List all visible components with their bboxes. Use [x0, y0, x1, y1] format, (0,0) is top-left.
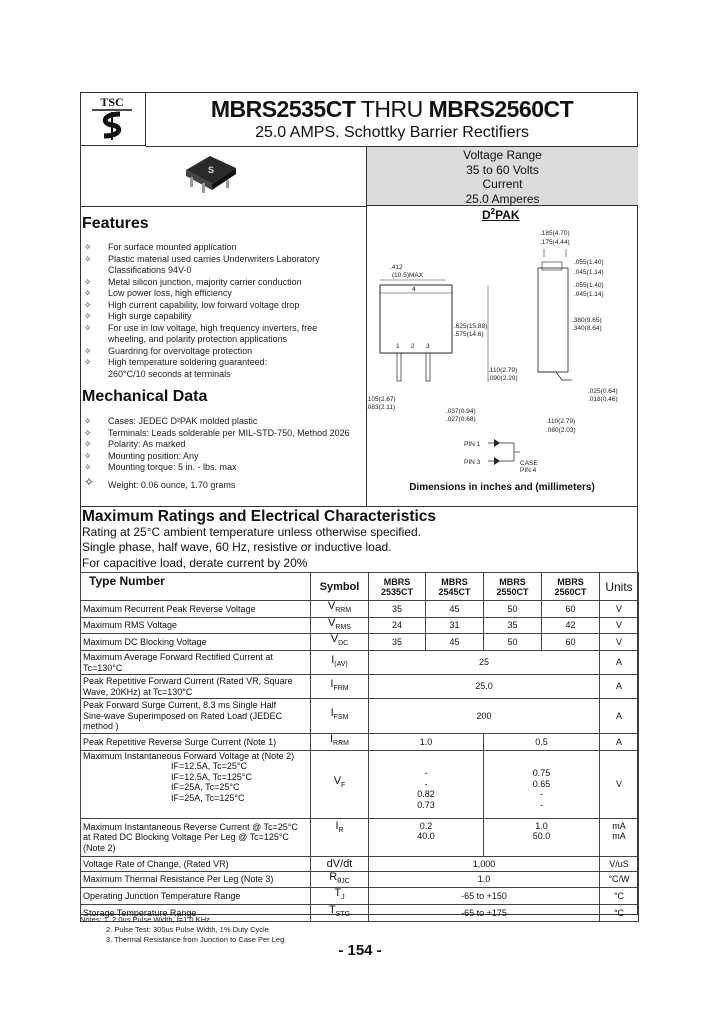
ratings-heading: Maximum Ratings and Electrical Characteristics: [82, 508, 437, 525]
svg-text:PIN 4: PIN 4: [520, 467, 537, 474]
svg-text:.083(2.11): .083(2.11): [366, 404, 396, 411]
svg-text:PIN 3: PIN 3: [464, 459, 481, 466]
features-top-divider: [80, 206, 366, 207]
package-label: $D^2PAK$: [482, 207, 520, 222]
diode-symbol: [494, 457, 500, 465]
table-row: Maximum Instantaneous Reverse Current @ Tc=25°C at Rated DC Blocking Voltage Per Leg @ Tc=125°C (Note 2) $I_R$ 0.2 40.0 1.0 50.0 mA mA: [81, 818, 639, 856]
mechanical-item: ✧ Terminals: Leads solderable per MIL-STD-750, Method 2026: [84, 427, 350, 438]
feature-item: ✧ High current capability, low forward voltage drop: [84, 299, 300, 310]
svg-text:.055(1.40): .055(1.40): [574, 259, 604, 266]
units-header: Units: [600, 573, 639, 601]
features-list: [84, 242, 320, 380]
ratings-line2: Single phase, half wave, 60 Hz, resistive or inductive load.: [82, 540, 392, 555]
feature-item-continued: Classifications 94V-0: [108, 265, 192, 275]
model-header: MBRS 2550CT: [484, 573, 542, 601]
note-3: 3. Thermal Resistance from Junction to Case Per Leg: [106, 935, 285, 944]
mechanical-item: ✧ Mounting torque: 5 in. - lbs. max: [84, 462, 237, 472]
dimensions-caption: Dimensions in inches and (millimeters): [409, 482, 595, 493]
svg-text:.045(1.14): .045(1.14): [574, 269, 604, 276]
svg-text:.575(14.6): .575(14.6): [454, 331, 484, 338]
feature-item-continued: 260°C/10 seconds at terminals: [108, 368, 231, 379]
diamond-bullet-icon: ✧: [84, 439, 92, 449]
ratings-line1: Rating at 25°C ambient temperature unless otherwise specified.: [82, 525, 421, 539]
table-row: Maximum Average Forward Rectified Current at Tc=130°C $I_{(AV)}$ 25 A: [81, 651, 639, 675]
svg-text:.175(4.44): .175(4.44): [540, 239, 570, 246]
table-row: Peak Forward Surge Current, 8.3 ms Single Half Sine-wave Superimposed on Rated Load (JEDEC method ) $I_{FSM}$ 200 A: [81, 699, 639, 734]
diode-symbol: [494, 439, 500, 447]
diamond-bullet-icon: ✧: [84, 474, 95, 489]
diamond-bullet-icon: ✧: [84, 311, 92, 321]
vr-line3: Current: [482, 177, 523, 191]
feature-item: ✧ Plastic material used carries Underwriters Laboratory: [84, 253, 320, 264]
table-header-row: [81, 573, 639, 601]
svg-text:.110(2.79): .110(2.79): [488, 367, 518, 374]
svg-text:PIN 1: PIN 1: [464, 441, 481, 448]
table-row: Maximum Recurrent Peak Reverse Voltage $V_{RRM}$ 35 45 50 60 V: [81, 601, 639, 618]
svg-text:4: 4: [412, 286, 416, 293]
diamond-bullet-icon: ✧: [84, 299, 92, 310]
model-header: MBRS 2545CT: [426, 573, 484, 601]
svg-text:.105(2.67): .105(2.67): [366, 396, 396, 403]
features-heading: Features: [82, 215, 149, 232]
ratings-table: [80, 572, 639, 922]
diamond-bullet-icon: ✧: [84, 276, 92, 287]
voltage-range-box: [366, 147, 638, 206]
tsc-logo: [80, 92, 144, 144]
mechanical-heading: Mechanical Data: [82, 388, 208, 405]
diamond-bullet-icon: ✧: [84, 427, 92, 438]
svg-text:.027(0.68): .027(0.68): [446, 416, 476, 423]
title-part3: MBRS2560CT: [428, 96, 574, 122]
package-dimension-drawing: [366, 222, 638, 482]
diamond-bullet-icon: ✧: [84, 242, 92, 252]
diamond-bullet-icon: ✧: [84, 345, 92, 356]
diamond-bullet-icon: ✧: [84, 253, 92, 264]
page-title: [146, 96, 638, 123]
diamond-bullet-icon: ✧: [84, 288, 92, 298]
feature-item: ✧ For use in low voltage, high frequency inverters, free: [84, 322, 318, 333]
svg-text:1: 1: [396, 343, 400, 350]
logo-box: [80, 92, 146, 146]
svg-text:CASE: CASE: [520, 460, 538, 467]
svg-text:.110(2.79): .110(2.79): [546, 418, 576, 425]
table-row: Maximum RMS Voltage $V_{RMS}$ 24 31 35 42 V: [81, 617, 639, 634]
feature-item: ✧ Low power loss, high efficiency: [84, 288, 232, 298]
vr-line2: 35 to 60 Volts: [466, 162, 539, 177]
mechanical-item: ✧ Mounting position: Any: [84, 450, 199, 461]
feature-item: ✧ High temperature soldering guaranteed:: [84, 357, 268, 367]
table-row: Storage Temperature Range $T_{STG}$ -65 to +175 °C: [81, 905, 639, 922]
svg-text:.380(9.65): .380(9.65): [572, 317, 602, 324]
table-row: Maximum DC Blocking Voltage $V_{DC}$ 35 45 50 60 V: [81, 634, 639, 651]
table-row: Maximum Thermal Resistance Per Leg (Note 3) $R_{\theta JC}$ 1.0 °C/W: [81, 871, 639, 888]
table-row: Operating Junction Temperature Range $T_J$ -65 to +150 °C: [81, 888, 639, 905]
table-row: Maximum Instantaneous Forward Voltage at (Note 2) IF=12.5A, Tc=25°C IF=12.5A, Tc=125°C IF=25A, Tc=25°C IF=25A, Tc=125°C $V_F$ - - 0.82 0.73 0.75 0.65 - - V: [81, 750, 639, 818]
diamond-bullet-icon: ✧: [84, 462, 92, 472]
feature-item: ✧ Metal silicon junction, majority carrier conduction: [84, 276, 302, 287]
table-row: Voltage Rate of Change, (Rated VR) dV/dt 1,000 V/uS: [81, 856, 639, 871]
footnotes: [80, 915, 284, 945]
ratings-conditions: [82, 525, 421, 571]
feature-item: ✧ High surge capability: [84, 311, 192, 321]
feature-item-continued: wheeling, and polarity protection applications: [108, 334, 288, 344]
vr-line1: Voltage Range: [463, 148, 542, 162]
feature-item: ✧ Guardring for overvoltage protection: [84, 345, 253, 356]
symbol-header: Symbol: [311, 573, 369, 601]
note-2: 2. Pulse Test: 300us Pulse Width, 1% Duty Cycle: [106, 925, 269, 934]
model-header: MBRS 2560CT: [542, 573, 600, 601]
svg-text:.045(1.14): .045(1.14): [574, 291, 604, 298]
table-row: Peak Repetitive Forward Current (Rated VR, Square Wave, 20KHz) at Tc=130°C $I_{FRM}$ 25.0 A: [81, 675, 639, 699]
component-photo: [178, 150, 244, 200]
ratings-divider: [80, 506, 638, 507]
svg-text:.055(1.40): .055(1.40): [574, 282, 604, 289]
mechanical-item: ✧ Weight: 0.06 ounce, 1.70 grams: [84, 474, 236, 490]
feature-item: ✧ For surface mounted application: [84, 242, 237, 252]
title-part2: THRU: [355, 96, 429, 122]
svg-text:.625(15.88): .625(15.88): [454, 323, 488, 330]
svg-text:.025(0.64): .025(0.64): [588, 388, 618, 395]
mechanical-item: ✧ Polarity: As marked: [84, 439, 186, 449]
diamond-bullet-icon: ✧: [84, 416, 92, 426]
model-header: MBRS 2535CT: [369, 573, 426, 601]
type-number-header: Type Number: [81, 573, 311, 601]
diamond-bullet-icon: ✧: [84, 357, 92, 367]
page-subtitle: 25.0 AMPS. Schottky Barrier Rectifiers: [255, 124, 529, 141]
title-part1: MBRS2535CT: [210, 96, 356, 122]
mechanical-item: ✧ Cases: JEDEC D²PAK molded plastic: [84, 416, 258, 426]
mechanical-list: [84, 416, 350, 491]
svg-text:.018(0.46): .018(0.46): [588, 396, 618, 403]
ratings-line3: For capacitive load, derate current by 20%: [82, 555, 308, 570]
page-number: - 154 -: [338, 942, 382, 959]
svg-text:.340(8.64): .340(8.64): [572, 325, 602, 332]
svg-text:.090(2.29): .090(2.29): [488, 375, 518, 382]
diamond-bullet-icon: ✧: [84, 450, 92, 461]
svg-text:.037(0.94): .037(0.94): [446, 408, 476, 415]
svg-text:.412: .412: [390, 264, 403, 271]
diamond-bullet-icon: ✧: [84, 322, 92, 333]
note-1: Notes: 1. 2.0us Pulse Width, f=1.0 KHz: [80, 915, 210, 924]
svg-text:.185(4.70): .185(4.70): [540, 230, 570, 237]
svg-text:(10.5)MAX: (10.5)MAX: [392, 272, 424, 279]
svg-text:3: 3: [426, 343, 430, 350]
vr-line4: 25.0 Amperes: [465, 191, 540, 206]
logo-mark-on-part: S: [208, 165, 215, 175]
svg-text:.080(2.03): .080(2.03): [546, 427, 576, 434]
table-row: Peak Repetitive Reverse Surge Current (Note 1) $I_{RRM}$ 1.0 0.5 A: [81, 734, 639, 751]
logo-text: TSC: [100, 95, 124, 109]
svg-text:2: 2: [411, 343, 415, 350]
